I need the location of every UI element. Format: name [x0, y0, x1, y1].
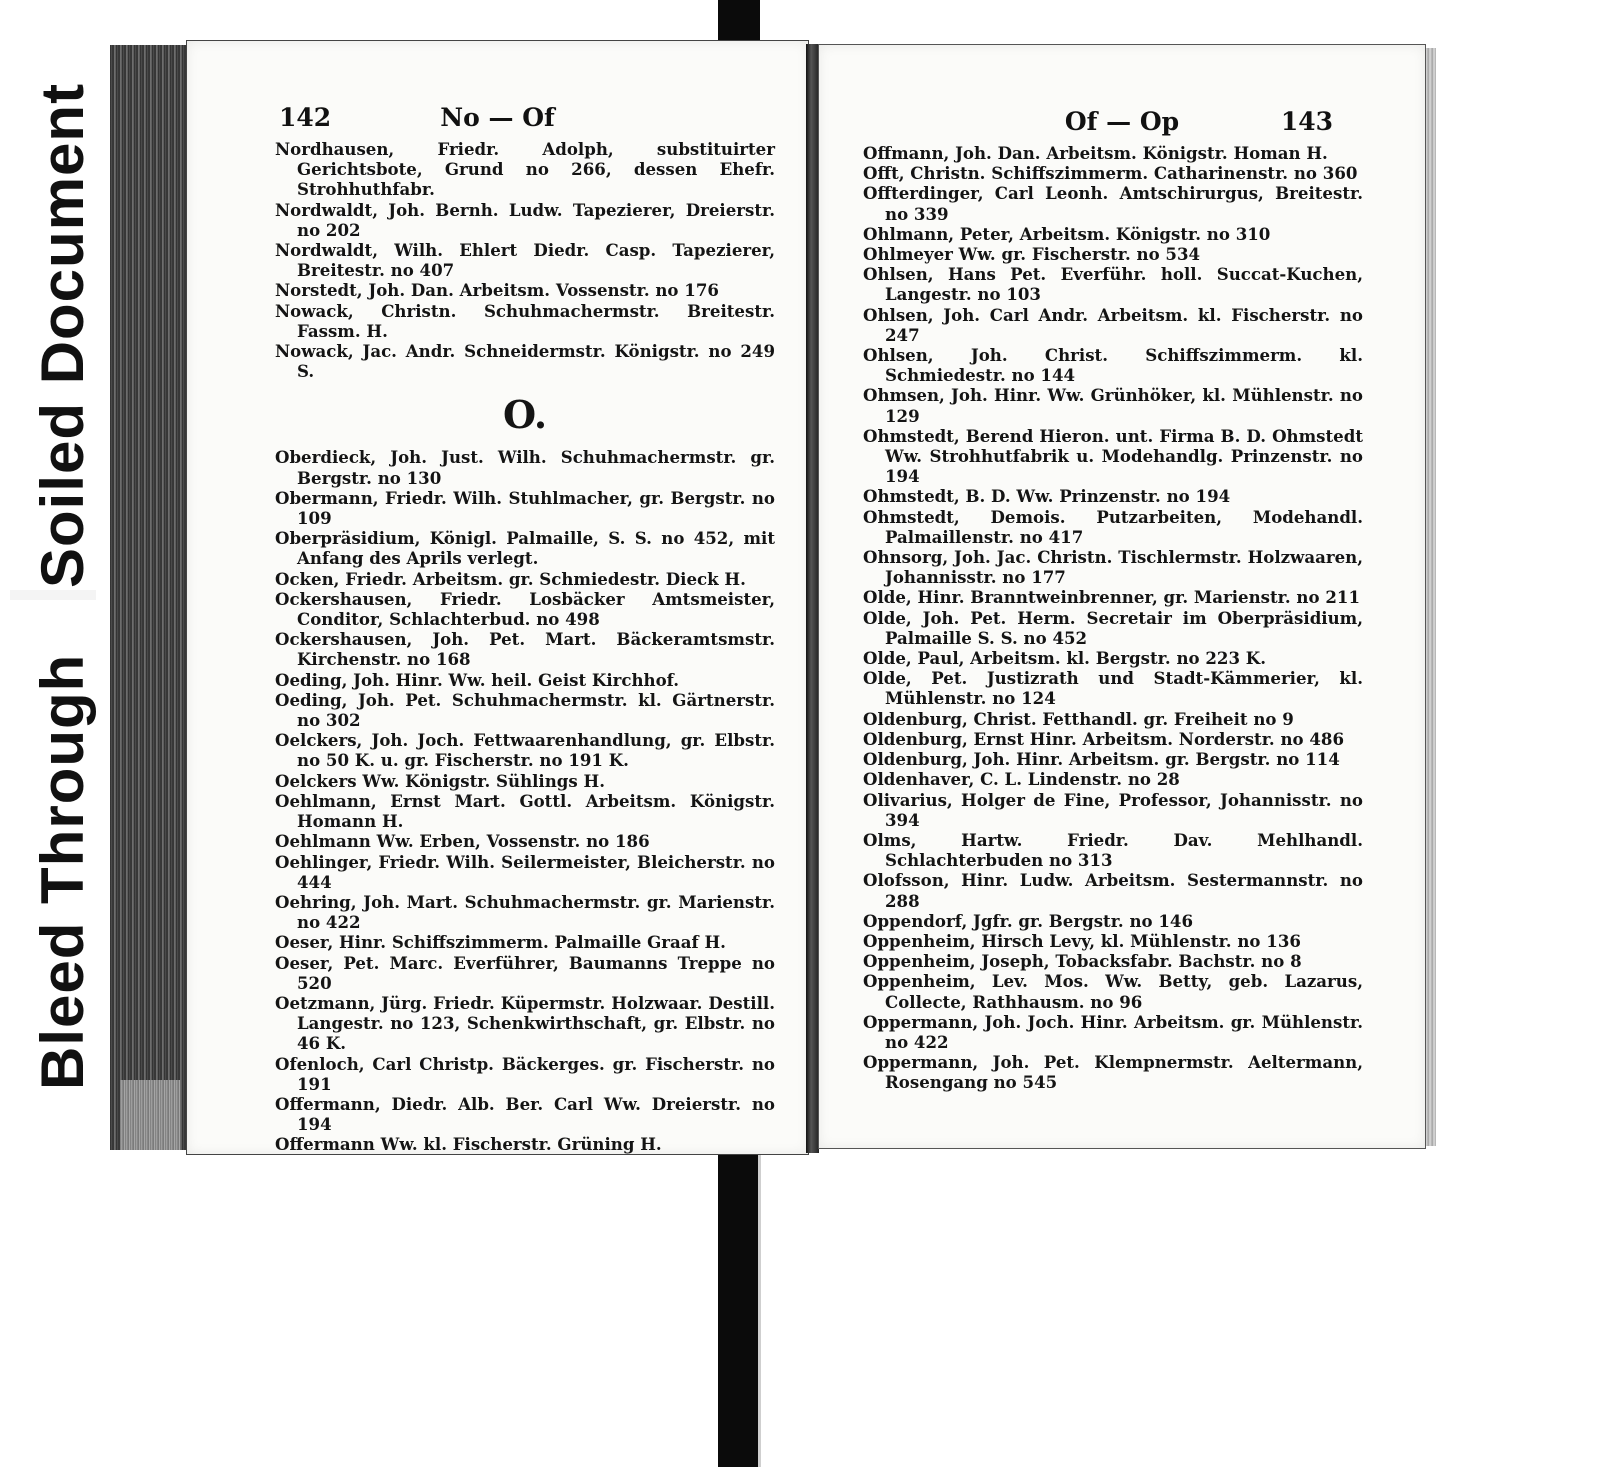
directory-entry: Oldenburg, Ernst Hinr. Arbeitsm. Norderstr. no 486 — [863, 728, 1345, 749]
directory-entry: Oppenheim, Lev. Mos. Ww. Betty, geb. Lazarus, Collecte, Rathhausm. no 96 — [863, 971, 1363, 1012]
directory-entry: Ofenloch, Carl Christp. Bäckerges. gr. Fischerstr. no 191 — [275, 1053, 775, 1094]
directory-entry: Oehring, Joh. Mart. Schuhmachermstr. gr. Marienstr. no 422 — [275, 891, 775, 933]
directory-entry: Oeding, Joh. Pet. Schuhmachermstr. kl. Gärtnerstr. no 302 — [275, 689, 775, 731]
directory-entry: Oberpräsidium, Königl. Palmaille, S. S. no 452, mit Anfang des Aprils verlegt. — [275, 528, 775, 569]
directory-entry: Olde, Hinr. Branntweinbrenner, gr. Marienstr. no 211 — [863, 587, 1360, 608]
directory-entry: Ohmsen, Joh. Hinr. Ww. Grünhöker, kl. Mühlenstr. no 129 — [863, 385, 1363, 426]
page-stack-edge — [110, 45, 190, 1150]
left-entries — [275, 139, 775, 1155]
directory-entry: Oldenhaver, C. L. Lindenstr. no 28 — [863, 769, 1180, 790]
left-page — [186, 40, 809, 1155]
directory-entry: Oehlmann Ww. Erben, Vossenstr. no 186 — [275, 831, 650, 852]
directory-entry: Offermann Ww. kl. Fischerstr. Grüning H. — [275, 1134, 662, 1155]
directory-entry: Ockershausen, Friedr. Losbäcker Amtsmeister, Conditor, Schlachterbud. no 498 — [275, 588, 775, 630]
right-page — [818, 44, 1426, 1149]
directory-entry: Obermann, Friedr. Wilh. Stuhlmacher, gr. Bergstr. no 109 — [275, 487, 775, 529]
directory-entry: Oeser, Pet. Marc. Everführer, Baumanns Treppe no 520 — [275, 952, 775, 993]
directory-entry: Nordwaldt, Joh. Bernh. Ludw. Tapezierer, Dreierstr. no 202 — [275, 199, 775, 240]
directory-entry: Ohlmeyer Ww. gr. Fischerstr. no 534 — [863, 244, 1201, 265]
directory-entry: Oldenburg, Christ. Fetthandl. gr. Freiheit no 9 — [863, 708, 1294, 729]
bleed-through-label: Bleed Through — [29, 653, 96, 1090]
film-strip-edge — [758, 1140, 761, 1467]
directory-entry: Oppermann, Joh. Joch. Hinr. Arbeitsm. gr. Mühlenstr. no 422 — [863, 1011, 1363, 1052]
directory-entry: Oppendorf, Jgfr. gr. Bergstr. no 146 — [863, 910, 1194, 931]
directory-entry: Nordhausen, Friedr. Adolph, substituirter Gerichtsbote, Grund no 266, dessen Ehefr. Strohhuthfabr. — [275, 139, 775, 200]
directory-entry: Norstedt, Joh. Dan. Arbeitsm. Vossenstr. no 176 — [275, 280, 719, 301]
left-page-range: No — Of — [440, 103, 555, 132]
directory-entry: Oldenburg, Joh. Hinr. Arbeitsm. gr. Bergstr. no 114 — [863, 749, 1340, 770]
directory-entry: Oelckers, Joh. Joch. Fettwaarenhandlung, gr. Elbstr. no 50 K. u. gr. Fischerstr. no 191 K. — [275, 730, 775, 771]
directory-entry: Ohmstedt, Demois. Putzarbeiten, Modehandl. Palmaillenstr. no 417 — [863, 506, 1363, 547]
section-letter-heading: O. — [502, 392, 548, 438]
soiled-document-label: Soiled Document — [29, 82, 96, 588]
directory-entry: Ohmstedt, B. D. Ww. Prinzenstr. no 194 — [863, 486, 1231, 507]
left-page-number: 142 — [279, 103, 332, 132]
directory-entry: Oeser, Hinr. Schiffszimmerm. Palmaille Graaf H. — [275, 932, 726, 953]
page-stack-lower-edge — [120, 1080, 180, 1150]
directory-entry: Olofsson, Hinr. Ludw. Arbeitsm. Sestermannstr. no 288 — [863, 870, 1363, 911]
directory-entry: Ohlsen, Hans Pet. Everführ. holl. Succat-Kuchen, Langestr. no 103 — [863, 264, 1363, 305]
right-page-number: 143 — [1280, 107, 1333, 136]
directory-entry: Nordwaldt, Wilh. Ehlert Diedr. Casp. Tapezierer, Breitestr. no 407 — [275, 240, 775, 281]
right-page-range: Of — Op — [1064, 107, 1180, 136]
directory-entry: Nowack, Christn. Schuhmachermstr. Breitestr. Fassm. H. — [275, 300, 775, 341]
directory-entry: Ocken, Friedr. Arbeitsm. gr. Schmiedestr. Dieck H. — [275, 568, 746, 589]
directory-entry: Oehlmann, Ernst Mart. Gottl. Arbeitsm. Königstr. Homann H. — [275, 790, 775, 832]
directory-entry: Ohlsen, Joh. Carl Andr. Arbeitsm. kl. Fischerstr. no 247 — [863, 304, 1363, 345]
directory-entry: Oehlinger, Friedr. Wilh. Seilermeister, Bleicherstr. no 444 — [275, 851, 775, 892]
directory-entry: Offermann, Diedr. Alb. Ber. Carl Ww. Dreierstr. no 194 — [275, 1093, 775, 1135]
directory-entry: Olivarius, Holger de Fine, Professor, Johannisstr. no 394 — [863, 789, 1363, 830]
directory-entry: Offmann, Joh. Dan. Arbeitsm. Königstr. Homan H. — [863, 143, 1328, 163]
directory-entry: Olde, Paul, Arbeitsm. kl. Bergstr. no 223 K. — [863, 648, 1266, 669]
right-entries — [863, 143, 1363, 1093]
directory-entry: Offterdinger, Carl Leonh. Amtschirurgus, Breitestr. no 339 — [863, 183, 1363, 224]
film-strip-bottom — [718, 1140, 758, 1467]
directory-entry: Olde, Pet. Justizrath und Stadt-Kämmerier, kl. Mühlenstr. no 124 — [863, 668, 1363, 709]
right-running-head — [819, 107, 1425, 147]
directory-entry: Oeding, Joh. Hinr. Ww. heil. Geist Kirchhof. — [275, 669, 679, 690]
left-running-head — [187, 103, 808, 143]
directory-entry: Ohlmann, Peter, Arbeitsm. Königstr. no 310 — [863, 223, 1271, 244]
directory-entry: Oelckers Ww. Königstr. Sühlings H. — [275, 770, 605, 791]
directory-entry: Olms, Hartw. Friedr. Dav. Mehlhandl. Schlachterbuden no 313 — [863, 829, 1363, 871]
label-divider — [10, 590, 96, 600]
directory-entry: Offt, Christn. Schiffszimmerm. Catharinenstr. no 360 — [863, 163, 1358, 184]
directory-entry: Oppermann, Joh. Pet. Klempnermstr. Aeltermann, Rosengang no 545 — [863, 1052, 1363, 1093]
directory-entry: Olde, Joh. Pet. Herm. Secretair im Oberpräsidium, Palmaille S. S. no 452 — [863, 607, 1363, 648]
directory-entry: Oppenheim, Hirsch Levy, kl. Mühlenstr. no 136 — [863, 930, 1301, 951]
directory-entry: Oetzmann, Jürg. Friedr. Küpermstr. Holzwaar. Destill. Langestr. no 123, Schenkwirthschaft, gr. Elbstr. no 46 K. — [275, 992, 775, 1054]
directory-entry: Oberdieck, Joh. Just. Wilh. Schuhmachermstr. gr. Bergstr. no 130 — [275, 447, 775, 488]
directory-entry: Ohmstedt, Berend Hieron. unt. Firma B. D. Ohmstedt Ww. Strohhutfabrik u. Modehandlg. Prinzenstr. no 194 — [863, 425, 1363, 487]
directory-entry: Nowack, Jac. Andr. Schneidermstr. Königstr. no 249 S. — [275, 341, 775, 382]
directory-entry: Ohnsorg, Joh. Jac. Christn. Tischlermstr. Holzwaaren, Johannisstr. no 177 — [863, 547, 1363, 588]
directory-entry: Ohlsen, Joh. Christ. Schiffszimmerm. kl. Schmiedestr. no 144 — [863, 345, 1363, 386]
directory-entry: Ockershausen, Joh. Pet. Mart. Bäckeramtsmstr. Kirchenstr. no 168 — [275, 629, 775, 670]
directory-entry: Oppenheim, Joseph, Tobacksfabr. Bachstr. no 8 — [863, 951, 1302, 972]
